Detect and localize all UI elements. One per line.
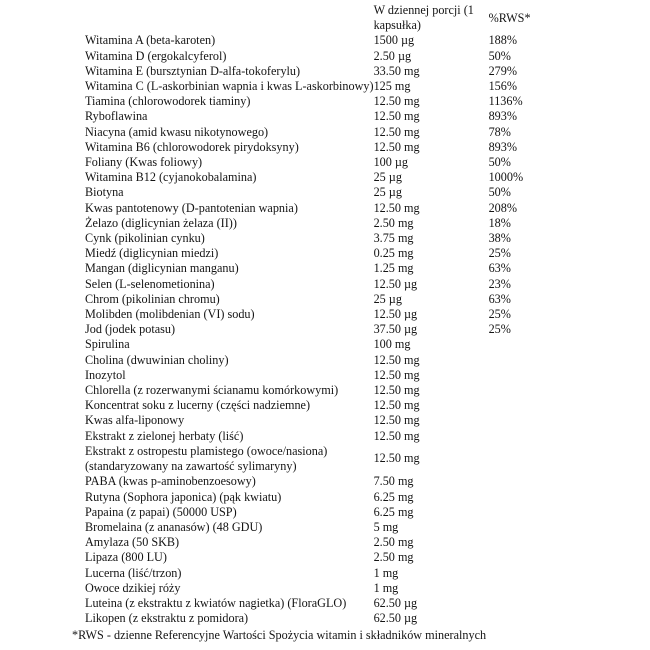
amount-cell: 2.50 mg	[373, 215, 414, 230]
table-row	[85, 383, 579, 398]
ingredient-name-cell	[85, 337, 374, 352]
ingredient-name: Lipaza (800 LU)	[85, 550, 167, 565]
ingredient-name: Luteina (z ekstraktu z kwiatów nagietka) (FloraGLO)	[85, 595, 347, 610]
table-row	[85, 550, 579, 565]
supplement-facts-table	[85, 3, 579, 626]
amount-column-header: W dziennej porcji (1 kapsułka)	[373, 3, 474, 33]
amount-cell: 0.25 mg	[373, 246, 414, 261]
ingredient-name-cell	[85, 231, 374, 246]
ingredient-name: Likopen (z ekstraktu z pomidora)	[85, 611, 249, 626]
table-row	[85, 292, 579, 307]
ingredient-name-cell	[85, 140, 374, 155]
table-row	[85, 566, 579, 581]
ingredient-name-cell	[85, 261, 374, 276]
ingredient-name: Lucerna (liść/trzon)	[85, 565, 182, 580]
amount-cell: 12.50 mg	[373, 139, 420, 154]
amount-cell: 12.50 mg	[373, 200, 420, 215]
ingredient-name-cell	[85, 383, 374, 398]
ingredient-name: Mangan (diglicynian manganu)	[85, 261, 239, 276]
amount-cell: 100 mg	[373, 337, 411, 352]
ingredient-name-cell	[85, 535, 374, 550]
table-row	[85, 353, 579, 368]
table-row	[85, 125, 579, 140]
table-row	[85, 322, 579, 337]
amount-cell: 100 µg	[373, 155, 409, 170]
rws-cell: 23%	[488, 276, 511, 291]
table-body	[85, 33, 579, 626]
table-row	[85, 33, 579, 48]
ingredient-name: Chlorella (z rozerwanymi ścianamu komórkowymi)	[85, 383, 339, 398]
rws-cell	[489, 444, 579, 474]
ingredient-name: Miedź (diglicynian miedzi)	[85, 246, 219, 261]
ingredient-name: Kwas alfa-liponowy	[85, 413, 185, 428]
table-row	[85, 155, 579, 170]
rws-cell	[489, 581, 579, 596]
rws-cell: 50%	[488, 185, 511, 200]
table-row	[85, 261, 579, 276]
table-row	[85, 520, 579, 535]
table-row	[85, 231, 579, 246]
rws-cell	[489, 596, 579, 611]
table-row	[85, 611, 579, 626]
ingredient-name-cell	[85, 64, 374, 79]
ingredient-name-cell	[85, 33, 374, 48]
table-row	[85, 185, 579, 200]
ingredient-name-cell	[85, 94, 374, 109]
amount-cell: 6.25 mg	[373, 504, 414, 519]
ingredient-name-cell	[85, 201, 374, 216]
table-row	[85, 246, 579, 261]
ingredient-name: Foliany (Kwas foliowy)	[85, 155, 203, 170]
rws-cell	[489, 474, 579, 489]
amount-cell: 12.50 mg	[373, 367, 420, 382]
table-row	[85, 413, 579, 428]
ingredient-name: Witamina A (beta-karoten)	[85, 33, 216, 48]
ingredient-name: Papaina (z papai) (50000 USP)	[85, 504, 237, 519]
ingredient-name: PABA (kwas p-aminobenzoesowy)	[85, 474, 256, 489]
table-row	[85, 337, 579, 352]
ingredient-name-cell	[85, 474, 374, 489]
header-row	[85, 3, 579, 33]
table-row	[85, 49, 579, 64]
ingredient-name-cell	[85, 307, 374, 322]
ingredient-name: Inozytol	[85, 367, 126, 382]
rws-cell	[489, 550, 579, 565]
ingredient-name: Witamina B12 (cyjanokobalamina)	[85, 170, 257, 185]
amount-cell: 6.25 mg	[373, 489, 414, 504]
ingredient-name-cell	[85, 246, 374, 261]
ingredient-name: Ekstrakt z zielonej herbaty (liść)	[85, 428, 244, 443]
amount-cell: 25 µg	[373, 291, 402, 306]
ingredient-name: Molibden (molibdenian (VI) sodu)	[85, 307, 255, 322]
ingredient-name: Żelazo (diglicynian żelaza (II))	[85, 215, 237, 230]
ingredient-name-cell	[85, 353, 374, 368]
amount-cell: 125 mg	[373, 79, 411, 94]
table-row	[85, 505, 579, 520]
ingredient-name: Ryboflawina	[85, 109, 148, 124]
table-row	[85, 429, 579, 444]
ingredient-name-cell	[85, 109, 374, 124]
amount-cell: 12.50 mg	[373, 383, 420, 398]
rws-cell	[489, 353, 579, 368]
ingredient-name: Owoce dzikiej róży	[85, 580, 181, 595]
rws-cell: 25%	[488, 322, 511, 337]
ingredient-name-cell	[85, 550, 374, 565]
rws-cell	[489, 520, 579, 535]
table-row	[85, 307, 579, 322]
rws-cell: 78%	[488, 124, 511, 139]
amount-cell: 12.50 mg	[373, 451, 420, 466]
amount-cell: 12.50 mg	[373, 109, 420, 124]
ingredient-name-cell	[85, 520, 374, 535]
table-row	[85, 201, 579, 216]
table-row	[85, 535, 579, 550]
rws-cell	[489, 383, 579, 398]
rws-cell	[489, 398, 579, 413]
ingredient-name: Amylaza (50 SKB)	[85, 535, 180, 550]
rws-cell	[489, 535, 579, 550]
rws-cell: 1000%	[488, 170, 524, 185]
table-row	[85, 596, 579, 611]
ingredient-name: Witamina C (L-askorbinian wapnia i kwas L-askorbinowy)	[85, 79, 374, 94]
table-row	[85, 140, 579, 155]
ingredient-name-cell	[85, 398, 374, 413]
ingredient-name: Biotyna	[85, 185, 124, 200]
table-row	[85, 64, 579, 79]
table-row	[85, 444, 579, 474]
ingredient-name: Chrom (pikolinian chromu)	[85, 291, 220, 306]
ingredient-name: Cholina (dwuwinian choliny)	[85, 352, 229, 367]
rws-cell	[489, 490, 579, 505]
ingredient-name: Witamina B6 (chlorowodorek pirydoksyny)	[85, 139, 299, 154]
rws-cell: 279%	[488, 63, 517, 78]
rws-cell	[489, 566, 579, 581]
rws-cell: 156%	[488, 79, 517, 94]
ingredient-name-cell	[85, 277, 374, 292]
ingredient-name: Rutyna (Sophora japonica) (pąk kwiatu)	[85, 489, 282, 504]
rws-cell: 25%	[488, 307, 511, 322]
amount-cell: 12.50 µg	[373, 276, 418, 291]
amount-cell: 62.50 µg	[373, 595, 418, 610]
rws-footnote: *RWS - dzienne Referencyjne Wartości Spożycia witamin i składników mineralnych	[72, 628, 487, 643]
ingredient-name-cell	[85, 444, 374, 474]
rws-cell: 38%	[488, 231, 511, 246]
amount-cell: 37.50 µg	[373, 322, 418, 337]
amount-cell: 1 mg	[373, 580, 399, 595]
ingredient-name-cell	[85, 596, 374, 611]
rws-cell	[489, 429, 579, 444]
ingredient-name-cell	[85, 490, 374, 505]
amount-cell: 2.50 µg	[373, 48, 412, 63]
amount-cell: 1500 µg	[373, 33, 415, 48]
ingredient-name: Cynk (pikolinian cynku)	[85, 231, 205, 246]
amount-cell: 33.50 mg	[373, 63, 420, 78]
rws-cell: 893%	[488, 109, 517, 124]
ingredient-name: Bromelaina (z ananasów) (48 GDU)	[85, 519, 263, 534]
table-row	[85, 581, 579, 596]
amount-cell: 62.50 µg	[373, 611, 418, 626]
ingredient-name-cell	[85, 566, 374, 581]
rws-column-header: %RWS*	[488, 10, 531, 25]
ingredient-name: Selen (L-selenometionina)	[85, 276, 215, 291]
ingredient-name-cell	[85, 413, 374, 428]
ingredient-name: Tiamina (chlorowodorek tiaminy)	[85, 94, 251, 109]
amount-cell: 12.50 mg	[373, 124, 420, 139]
ingredient-name-line2: (standaryzowany na zawartość sylimaryny)	[85, 459, 297, 474]
rws-cell	[489, 505, 579, 520]
ingredient-name: Koncentrat soku z lucerny (części nadziemne)	[85, 398, 311, 413]
ingredient-name-cell	[85, 79, 374, 94]
amount-cell: 3.75 mg	[373, 231, 414, 246]
amount-cell: 7.50 mg	[373, 474, 414, 489]
table-row	[85, 474, 579, 489]
ingredient-name-cell	[85, 581, 374, 596]
amount-cell: 2.50 mg	[373, 535, 414, 550]
ingredient-name-cell	[85, 611, 374, 626]
ingredient-name-cell	[85, 216, 374, 231]
rws-cell: 1136%	[488, 94, 523, 109]
rws-cell	[489, 611, 579, 626]
ingredient-name-cell	[85, 49, 374, 64]
rws-cell	[489, 368, 579, 383]
table-row	[85, 94, 579, 109]
table-header	[85, 3, 579, 33]
ingredient-name-cell	[85, 125, 374, 140]
ingredient-name: Kwas pantotenowy (D-pantotenian wapnia)	[85, 200, 298, 215]
table-row	[85, 398, 579, 413]
table-row	[85, 368, 579, 383]
table-row	[85, 277, 579, 292]
table-row	[85, 109, 579, 124]
ingredient-name: Witamina D (ergokalcyferol)	[85, 48, 227, 63]
ingredient-column-header	[85, 3, 374, 33]
table-row	[85, 216, 579, 231]
amount-cell: 12.50 mg	[373, 428, 420, 443]
ingredient-name-cell	[85, 368, 374, 383]
ingredient-name-cell	[85, 505, 374, 520]
ingredient-name: Niacyna (amid kwasu nikotynowego)	[85, 124, 269, 139]
amount-cell: 5 mg	[373, 519, 399, 534]
ingredient-name: Witamina E (bursztynian D-alfa-tokoferylu)	[85, 63, 301, 78]
amount-cell: 25 µg	[373, 185, 402, 200]
rws-cell: 63%	[488, 291, 511, 306]
amount-cell: 12.50 mg	[373, 413, 420, 428]
rws-cell: 18%	[488, 215, 511, 230]
ingredient-name-cell	[85, 185, 374, 200]
amount-cell: 12.50 mg	[373, 94, 420, 109]
ingredient-name: Jod (jodek potasu)	[85, 322, 176, 337]
ingredient-name-cell	[85, 292, 374, 307]
amount-cell: 12.50 µg	[373, 307, 418, 322]
ingredient-name: Ekstrakt z ostropestu plamistego (owoce/nasiona)	[85, 443, 328, 458]
ingredient-name-cell	[85, 170, 374, 185]
table-row	[85, 170, 579, 185]
amount-cell: 25 µg	[373, 170, 402, 185]
rws-cell: 50%	[488, 155, 511, 170]
ingredient-name-cell	[85, 322, 374, 337]
rws-cell	[489, 413, 579, 428]
amount-cell: 1.25 mg	[373, 261, 414, 276]
ingredient-name: Spirulina	[85, 337, 130, 352]
table-row	[85, 79, 579, 94]
rws-cell: 63%	[488, 261, 511, 276]
rws-cell: 893%	[488, 139, 517, 154]
amount-cell: 12.50 mg	[373, 398, 420, 413]
amount-cell: 1 mg	[373, 565, 399, 580]
ingredient-name-cell	[85, 429, 374, 444]
rws-cell	[489, 337, 579, 352]
rws-cell: 25%	[488, 246, 511, 261]
table-row	[85, 490, 579, 505]
rws-cell: 50%	[488, 48, 511, 63]
rws-cell: 188%	[488, 33, 517, 48]
amount-cell: 2.50 mg	[373, 550, 414, 565]
amount-cell: 12.50 mg	[373, 352, 420, 367]
rws-cell: 208%	[488, 200, 517, 215]
ingredient-name-cell	[85, 155, 374, 170]
